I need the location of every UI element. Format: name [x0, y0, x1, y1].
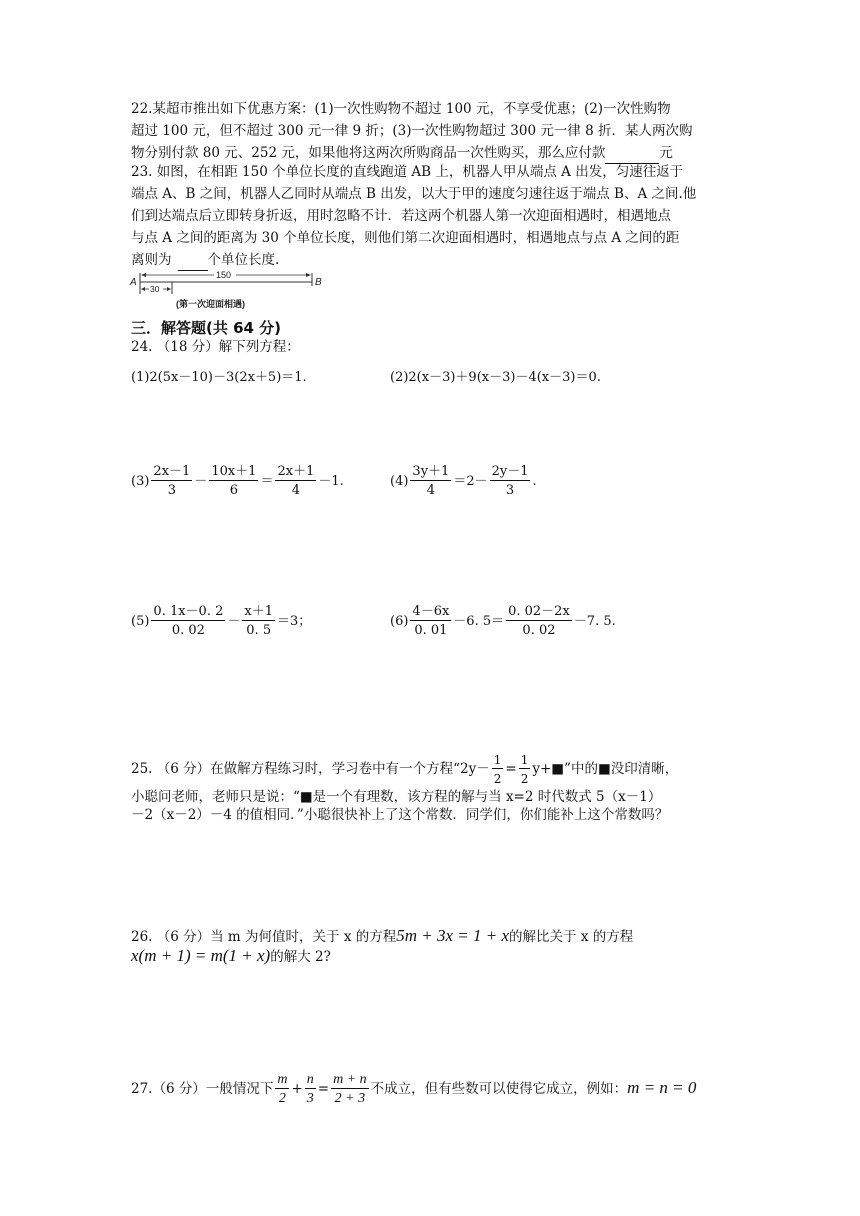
- q25-line3: －2（x－2）－4 的值相同．”小聪很快补上了这个常数．同学们，你们能补上这个常数吗？: [131, 807, 669, 823]
- q27-f1-denominator: 2: [278, 1091, 286, 1106]
- dimension-30-arrow-left: [141, 287, 145, 291]
- q25-line1: [131, 752, 678, 787]
- eq4-f1-numerator: 3y＋1: [412, 464, 450, 479]
- eq3-prefix: (3): [131, 474, 150, 489]
- eq3-op1: －: [194, 474, 208, 489]
- q25-f1-denominator: 2: [493, 772, 502, 786]
- q26-line1-start: 26. （6 分）当 m 为何值时，关于 x 的方程: [131, 929, 397, 945]
- q23-line5-text: 离则为: [131, 252, 172, 268]
- q27-line1-middle: 不成立，但有些数可以使得它成立，例如：: [370, 1081, 628, 1097]
- q26-line1: [131, 926, 633, 947]
- q24-eq4: [390, 464, 537, 499]
- q26-line2-end: 的解大 2?: [270, 949, 331, 965]
- q27-line1: [131, 1072, 696, 1107]
- dimension-150-arrow-left: [141, 273, 146, 277]
- q25-line1-start: 25. （6 分）在做解方程练习时，学习卷中有一个方程“2y－: [131, 761, 490, 777]
- eq4-f2-numerator: 2y－1: [491, 464, 529, 479]
- eq5-f1-numerator: 0. 1x－0. 2: [153, 604, 224, 619]
- q27-f2-denominator: 3: [306, 1091, 314, 1106]
- dimension-30-label: 30: [150, 284, 160, 294]
- q26-line2: [131, 946, 331, 967]
- q25-f1-numerator: 1: [493, 753, 502, 767]
- q27-f1-numerator: m: [277, 1072, 288, 1087]
- eq5-f1-denominator: 0. 02: [171, 623, 205, 638]
- eq4-fraction-2: [490, 464, 531, 499]
- eq3-fraction-3: [275, 464, 316, 499]
- eq6-mid: －6. 5＝: [453, 614, 505, 629]
- eq3-fraction-1: [151, 464, 192, 499]
- q26-equation-b: x(m + 1) = m(1 + x): [131, 946, 271, 965]
- q25-fraction-1: [492, 752, 504, 787]
- q26-equation-a: 5m + 3x = 1 + x: [396, 926, 510, 945]
- q27-fraction-1: [275, 1072, 289, 1107]
- q25-fraction-2: [519, 752, 531, 787]
- eq6-tail: －7. 5.: [573, 614, 616, 629]
- q25-equals: =: [505, 761, 517, 777]
- eq6-f1-numerator: 4－6x: [412, 604, 450, 619]
- figure-label-a: A: [130, 277, 137, 288]
- section3-title: 三．解答题(共 64 分): [131, 319, 282, 337]
- figure-caption: (第一次迎面相遇): [176, 299, 245, 309]
- eq4-prefix: (4): [390, 474, 409, 489]
- q27-f2-numerator: n: [306, 1072, 314, 1087]
- eq3-f3-denominator: 4: [291, 483, 301, 498]
- eq3-f3-numerator: 2x＋1: [277, 464, 315, 479]
- q25-line1-end: y+■”中的■没印清晰，: [532, 761, 679, 777]
- q23-line2: 端点 A、B 之间，机器人乙同时从端点 B 出发，以大于甲的速度匀速往返于端点 B、A 之间.他: [131, 186, 697, 202]
- eq5-f2-numerator: x＋1: [244, 604, 273, 619]
- track-figure: [128, 268, 338, 312]
- q25-f2-numerator: 1: [520, 753, 529, 767]
- eq3-f1-numerator: 2x－1: [153, 464, 191, 479]
- q22-answer-blank: [605, 144, 659, 164]
- eq4-tail: .: [532, 474, 537, 489]
- q22-line3-text: 物分别付款 80 元、252 元，如果他将这两次所购商品一次性购买，那么应付款: [131, 145, 606, 161]
- q24-eq3: [131, 464, 344, 499]
- eq3-op2: ＝: [260, 474, 274, 489]
- q22-unit: 元: [659, 145, 673, 161]
- q23-line3: 们到达端点后立即转身折返，用时忽略不计．若这两个机器人第一次迎面相遇时，相遇地点: [131, 208, 671, 224]
- eq6-fraction-1: [410, 604, 451, 639]
- eq5-fraction-1: [151, 604, 225, 639]
- eq5-tail: ＝3；: [277, 614, 312, 629]
- q27-line1-start: 27.（6 分）一般情况下: [131, 1081, 274, 1097]
- figure-label-b: B: [315, 277, 322, 288]
- dimension-150-label: 150: [216, 270, 232, 280]
- eq3-f1-denominator: 3: [167, 483, 176, 498]
- q25-f2-denominator: 2: [520, 772, 529, 786]
- eq5-fraction-2: [242, 604, 275, 639]
- q27-fraction-3: [331, 1072, 369, 1107]
- q22-line1: 22.某超市推出如下优惠方案：(1)一次性购物不超过 100 元，不享受优惠；(2)一次性购物: [131, 101, 671, 117]
- q24-eq6: [390, 604, 616, 639]
- eq3-fraction-2: [209, 464, 258, 499]
- q24-eq5: [131, 604, 311, 639]
- dimension-30-arrow-right: [167, 287, 171, 291]
- eq6-fraction-2: [506, 604, 572, 639]
- q27-fraction-2: [305, 1072, 316, 1107]
- dimension-150-arrow-right: [306, 273, 311, 277]
- q27-equals: =: [317, 1081, 330, 1097]
- q24-header: 24. （18 分）解下列方程：: [131, 339, 300, 355]
- q24-eq2: (2)2(x－3)＋9(x－3)－4(x－3)＝0.: [390, 370, 601, 385]
- eq3-f2-denominator: 6: [229, 483, 239, 498]
- eq4-f1-denominator: 4: [426, 483, 435, 498]
- eq4-fraction-1: [410, 464, 451, 499]
- q27-example: m = n = 0: [627, 1078, 697, 1097]
- q22-line2: 超过 100 元，但不超过 300 元一律 9 折；(3)一次性购物超过 300 元一律 8 折．某人两次购: [131, 123, 693, 139]
- eq5-op1: －: [227, 614, 241, 629]
- q22-line3: [131, 144, 673, 164]
- q23-line1: 23. 如图，在相距 150 个单位长度的直线跑道 AB 上，机器人甲从端点 A 出发，匀速往返于: [131, 164, 684, 180]
- q24-eq1: (1)2(5x－10)－3(2x＋5)＝1.: [131, 370, 307, 385]
- eq4-f2-denominator: 3: [505, 483, 515, 498]
- eq6-f1-denominator: 0. 01: [414, 623, 448, 638]
- eq6-f2-denominator: 0. 02: [522, 623, 556, 638]
- eq6-f2-numerator: 0. 02－2x: [508, 604, 570, 619]
- q26-line1-end: 的解比关于 x 的方程: [509, 929, 634, 945]
- q27-f3-numerator: m + n: [333, 1072, 367, 1087]
- q23-line4: 与点 A 之间的距离为 30 个单位长度，则他们第二次迎面相遇时，相遇地点与点 A 之间的距: [131, 230, 680, 246]
- eq5-f2-denominator: 0. 5: [246, 623, 272, 638]
- q25-line2: 小聪问老师，老师只是说：“■是一个有理数，该方程的解与当 x=2 时代数式 5（x－1）: [131, 789, 662, 805]
- eq6-prefix: (6): [390, 614, 409, 629]
- eq4-mid: ＝2－: [453, 474, 488, 489]
- q27-f3-denominator: 2 + 3: [334, 1091, 366, 1106]
- q23-line5-tail: 个单位长度.: [207, 252, 280, 268]
- eq3-tail: －1.: [318, 474, 344, 489]
- q27-plus: +: [291, 1081, 303, 1097]
- eq5-prefix: (5): [131, 614, 150, 629]
- eq3-f2-numerator: 10x＋1: [211, 464, 257, 479]
